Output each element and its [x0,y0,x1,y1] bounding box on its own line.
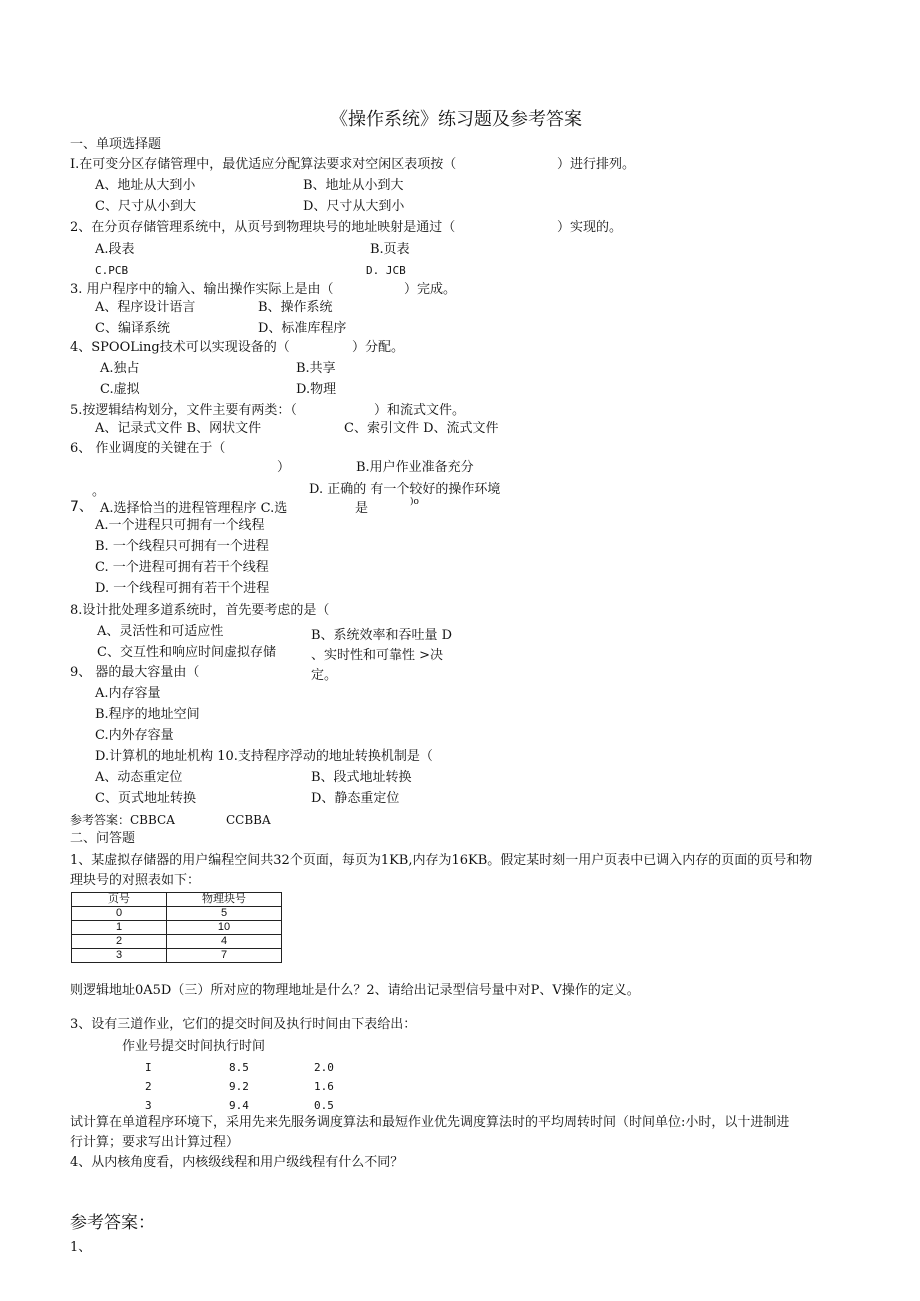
question-6: 6、 作业调度的关键在于（ [70,441,226,456]
option-b: B.用户作业准备充分 [356,460,474,475]
option-d: D.物理 [296,382,337,397]
table-row [72,921,282,935]
answer-1: 1、 [70,1240,92,1255]
job-cell: I [145,1061,152,1074]
option-d: D、标准库程序 [258,321,347,336]
job-cell: 2.0 [314,1061,334,1074]
table-header: 页号 [72,893,167,907]
option-b: B.共享 [296,361,336,376]
table-cell: 1 [72,921,167,935]
table-cell: 4 [167,935,282,949]
question-6-paren: ） [277,460,291,475]
option-b: B.程序的地址空间 [95,707,200,722]
job-cell: 9.2 [229,1080,249,1093]
qa-3-line-2: 试计算在单道程序环境下，采用先来先服务调度算法和最短作业优先调度算法时的平均周转时间（时间单位:小时，以十进制进 [70,1115,790,1130]
option-3: C. 一个进程可拥有若干个线程 [95,560,269,575]
option-4: D. 一个线程可拥有若干个进程 [95,581,270,596]
job-table-header: 作业号提交时间执行时间 [122,1039,266,1054]
question-1-tail: ）进行排列。 [557,157,636,172]
reference-answers-2: CCBBA [226,813,271,827]
question-6-mark: )o [410,497,419,507]
table-cell: 5 [167,907,282,921]
option-1: A.一个进程只可拥有一个线程 [95,518,265,533]
question-5: 5.按逻辑结构划分，文件主要有两类：（ [70,403,297,418]
job-cell: 0.5 [314,1099,334,1112]
question-2-tail: ）实现的。 [557,220,623,235]
option-d: D.计算机的地址机构 10.支持程序浮动的地址转换机制是（ [95,749,433,764]
option-b: B、系统效率和吞吐量 D [311,628,453,643]
option-c: C.内外存容量 [95,728,174,743]
option-d: D. 正确的 有一个较好的操作环境 [309,482,501,497]
option-d: D. JCB [366,264,406,277]
table-row [72,935,282,949]
job-cell: 9.4 [229,1099,249,1112]
option-c: C.PCB [95,264,129,277]
table-cell: 10 [167,921,282,935]
page-title: 《操作系统》练习题及参考答案 [330,109,582,130]
option-a: A、地址从大到小 [95,178,196,193]
option-a: A.选择恰当的进程管理程序 C.选 [100,501,288,516]
page-table [71,892,282,963]
section-heading-qa: 二、问答题 [70,831,136,846]
option-b: B、操作系统 [258,300,333,315]
option-b: B、地址从小到大 [303,178,404,193]
question-4: 4、SPOOLing技术可以实现设备的（ [70,340,290,355]
question-5-tail: ）和流式文件。 [374,403,466,418]
option-ab: A、记录式文件 B、网状文件 [95,421,262,436]
table-header-row [72,893,282,907]
table-row [72,949,282,963]
job-cell: 8.5 [229,1061,249,1074]
question-7-word: 是 [355,501,369,516]
table-cell: 2 [72,935,167,949]
qa-3-line-3: 行计算；要求写出计算过程） [70,1135,240,1150]
reference-answers: 参考答案：CBBCA [70,813,175,827]
job-cell: 1.6 [314,1080,334,1093]
question-1: I.在可变分区存储管理中，最优适应分配算法要求对空闲区表项按（ [70,157,457,172]
option-a: A.内存容量 [95,686,161,701]
option-2: B. 一个线程只可拥有一个进程 [95,539,269,554]
qa-1-question: 则逻辑地址0A5D（三）所对应的物理地址是什么？2、请给出记录型信号量中对P、V操作的定义。 [70,983,640,998]
question-4-tail: ）分配。 [352,340,405,355]
option-c: C.虚拟 [100,382,140,397]
table-cell: 0 [72,907,167,921]
question-8: 8.设计批处理多道系统时，首先要考虑的是（ [70,603,330,618]
question-8-end: 定。 [311,668,338,683]
question-2: 2、在分页存储管理系统中，从页号到物理块号的地址映射是通过（ [70,220,456,235]
qa-4: 4、从内核角度看，内核级线程和用户级线程有什么不同？ [70,1155,404,1170]
option-a: A、程序设计语言 [95,300,196,315]
qa-1-line-1: 1、某虚拟存储器的用户编程空间共32个页面，每页为1KB,内存为16KB。假定某时刻一用户页表中已调入内存的页面的页号和物 [70,853,813,868]
table-cell: 3 [72,949,167,963]
option-c: C、页式地址转换 [95,791,196,806]
question-3: 3. 用户程序中的输入、输出操作实际上是由（ [70,282,334,297]
option-a: A.独占 [100,361,140,376]
option-d: D、尺寸从大到小 [303,199,405,214]
option-c: C、交互性和响应时间虚拟存储 [97,645,276,660]
option-b: B.页表 [370,242,410,257]
qa-3-line-1: 3、设有三道作业，它们的提交时间及执行时间由下表给出： [70,1017,417,1032]
question-6-dot: 。 [92,484,106,499]
option-c: C、编译系统 [95,321,170,336]
table-header: 物理块号 [167,893,282,907]
question-3-tail: ）完成。 [404,282,457,297]
option-a: A、灵活性和可适应性 [97,624,224,639]
qa-1-line-2: 理块号的对照表如下： [70,873,201,888]
job-cell: 3 [145,1099,152,1112]
option-a: A、动态重定位 [95,770,183,785]
question-7-number: 7、 [70,499,93,515]
job-cell: 2 [145,1080,152,1093]
table-cell: 7 [167,949,282,963]
question-9: 9、 器的最大容量由（ [70,665,200,680]
option-b: B、段式地址转换 [311,770,412,785]
table-row [72,907,282,921]
answers-heading: 参考答案： [70,1213,155,1233]
option-a: A.段表 [95,242,135,257]
section-heading-choice: 一、单项选择题 [70,137,162,152]
option-c: C、尺寸从小到大 [95,199,196,214]
option-cd: C、索引文件 D、流式文件 [344,421,499,436]
option-d: 、实时性和可靠性 >决 [311,648,444,663]
option-d: D、静态重定位 [311,791,400,806]
